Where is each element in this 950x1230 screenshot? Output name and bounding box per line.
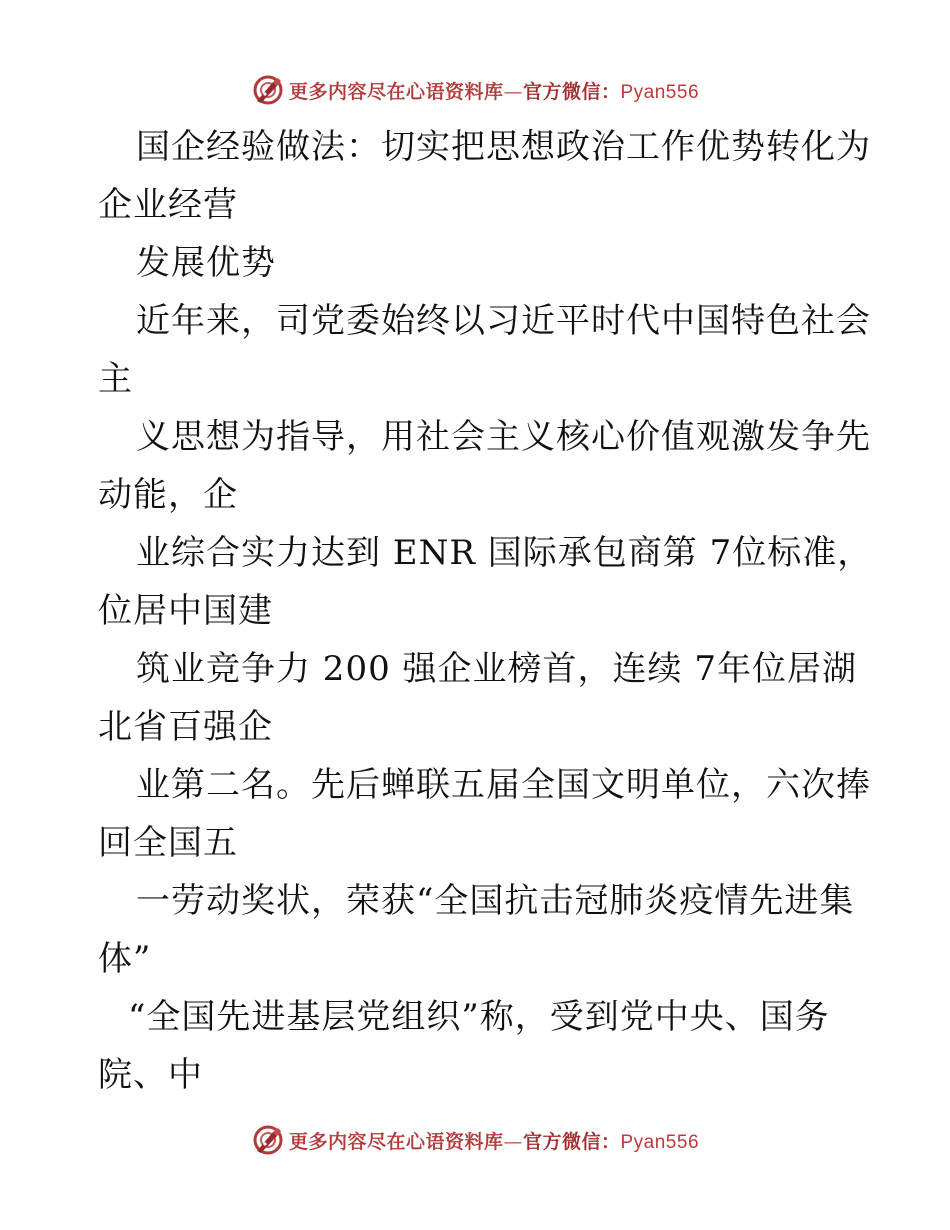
footer-wechat-id: Pyan556 <box>620 1131 700 1153</box>
header-banner-dash: — <box>503 80 523 103</box>
pen-nib-logo-icon <box>251 1123 285 1157</box>
body-line: 一劳动奖状，荣获“全国抗击冠肺炎疫情先进集 <box>136 881 855 921</box>
pen-nib-logo-icon <box>251 73 285 107</box>
header-wechat-id: Pyan556 <box>620 81 700 103</box>
document-body <box>98 118 873 1104</box>
footer-banner <box>0 1120 950 1160</box>
footer-wechat-label: 官方微信： <box>522 1130 621 1153</box>
body-line: 义思想为指导，用社会主义核心价值观激发争先 <box>136 417 871 457</box>
body-line: 位居中国建 <box>98 591 273 631</box>
body-line: 体” <box>98 939 152 979</box>
body-line: 业第二名。先后蝉联五届全国文明单位，六次捧 <box>136 765 871 805</box>
header-banner-main: 更多内容尽在心语资料库 <box>288 80 504 103</box>
body-line: 动能，企 <box>98 475 238 515</box>
body-line: “全国先进基层党组织”称，受到党中央、国务 <box>128 997 830 1037</box>
header-banner <box>0 70 950 110</box>
header-banner-text <box>289 77 699 104</box>
body-line: 企业经营 <box>98 185 238 225</box>
footer-banner-main: 更多内容尽在心语资料库 <box>288 1130 504 1153</box>
header-wechat-label: 官方微信： <box>522 80 621 103</box>
footer-banner-dash: — <box>503 1130 523 1153</box>
footer-banner-text <box>289 1127 699 1154</box>
body-line: 近年来，司党委始终以习近平时代中国特色社会 <box>136 301 871 341</box>
body-line: 发展优势 <box>136 243 276 283</box>
body-line: 筑业竞争力 200 强企业榜首，连续 7年位居湖 <box>136 649 857 689</box>
body-line: 业综合实力达到 ENR 国际承包商第 7位标准， <box>136 533 873 573</box>
body-line: 回全国五 <box>98 823 238 863</box>
body-line: 国企经验做法：切实把思想政治工作优势转化为 <box>136 127 871 167</box>
body-line: 主 <box>98 359 133 399</box>
body-line: 院、中 <box>98 1055 203 1095</box>
body-line: 北省百强企 <box>98 707 273 747</box>
